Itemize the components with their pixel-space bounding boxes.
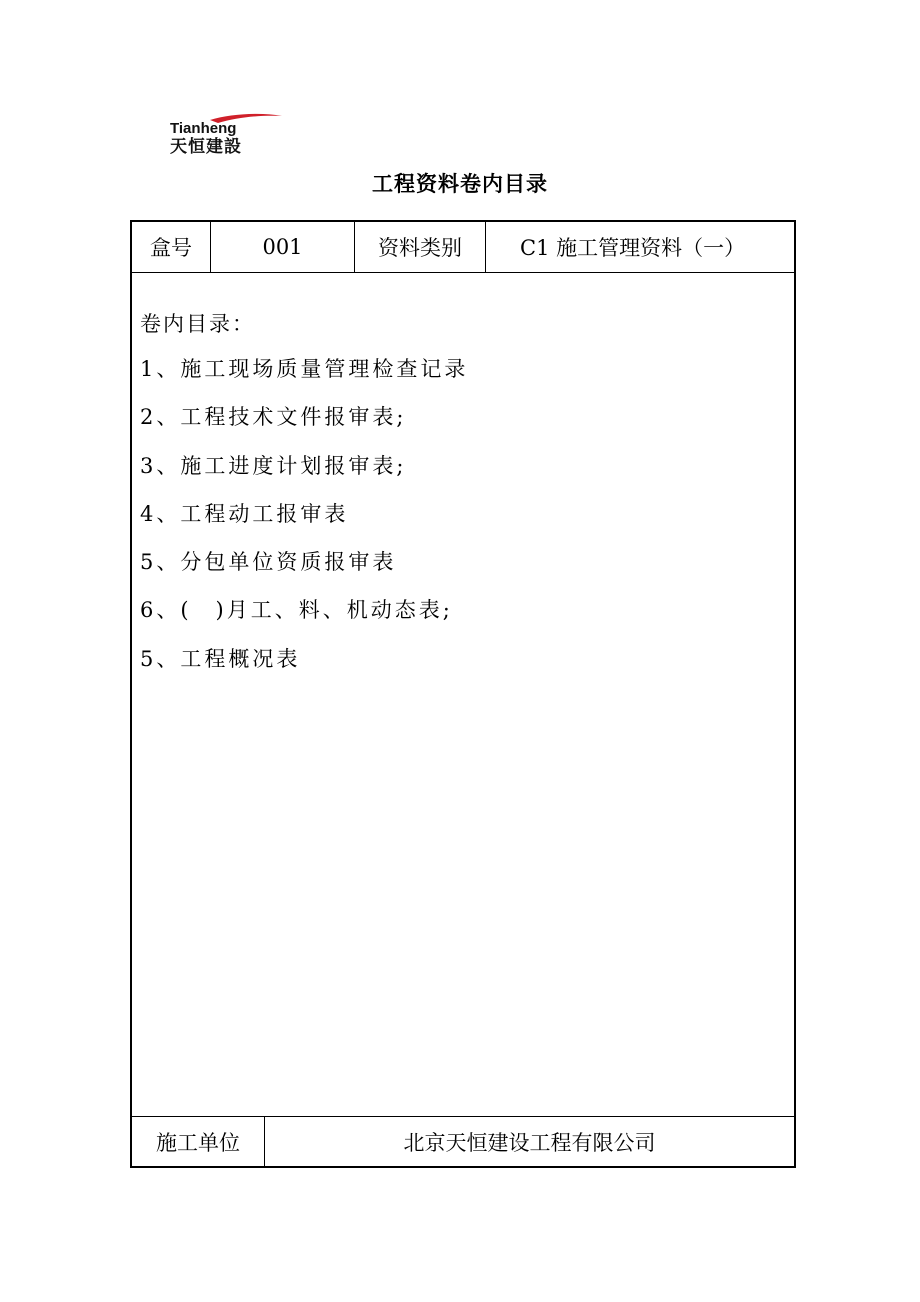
catalog-table — [130, 220, 796, 1168]
list-item: 3、施工进度计划报审表; — [140, 453, 407, 478]
page-title: 工程资料卷内目录 — [372, 172, 548, 196]
category-label: 资料类别 — [378, 236, 462, 260]
list-item: 2、工程技术文件报审表; — [140, 405, 407, 430]
list-item: 5、工程概况表 — [140, 646, 301, 671]
contents-list — [140, 354, 468, 692]
list-item: 5、分包单位资质报审表 — [140, 550, 397, 575]
list-item: 1、施工现场质量管理检查记录 — [140, 357, 469, 381]
company-logo — [170, 112, 286, 156]
divider — [132, 272, 794, 273]
list-item: 4、工程动工报审表 — [140, 501, 349, 526]
list-item: 6、( )月工、料、机动态表; — [140, 598, 453, 623]
box-number-label: 盒号 — [150, 236, 192, 260]
contents-label: 卷内目录： — [140, 312, 255, 336]
logo-wordmark: Tianheng — [170, 120, 237, 137]
category-value: C1 施工管理资料（一） — [520, 236, 746, 260]
logo-chinese-name: 天恒建設 — [170, 137, 242, 156]
construction-unit-label: 施工单位 — [156, 1130, 240, 1155]
box-number-value: 001 — [262, 235, 303, 259]
construction-unit-value: 北京天恒建设工程有限公司 — [403, 1130, 656, 1155]
